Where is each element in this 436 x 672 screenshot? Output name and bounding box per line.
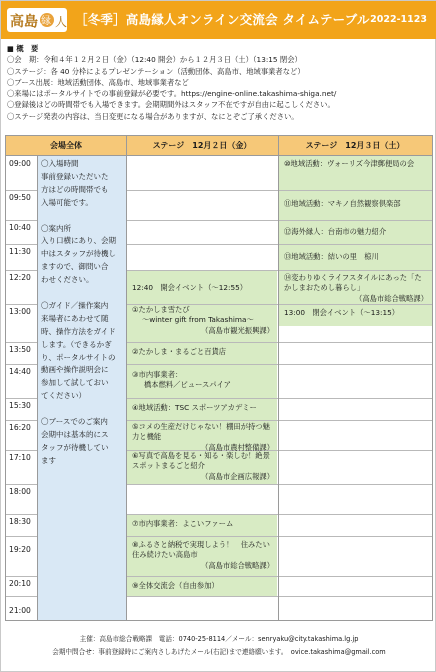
page-title: ［冬季］高島縁人オンライン交流会 タイムテーブル [75, 12, 370, 27]
time-label: 09:50 [9, 193, 31, 202]
venue-line [41, 210, 125, 223]
document-code: 2022-1123 [370, 14, 427, 25]
svg-text:縁: 縁 [41, 16, 51, 27]
svg-text:人: 人 [55, 15, 67, 29]
event-subtitle: 橋本燃料／ビュースパイア [144, 380, 231, 390]
time-label: 18:00 [9, 487, 31, 496]
day1-event-2 [132, 347, 274, 357]
event-organizer: （高島市総合戦略課） [355, 293, 428, 303]
logo-mark [7, 8, 67, 32]
time-label: 11:30 [9, 247, 31, 256]
day1-opening [132, 283, 274, 293]
event-organizer: （高島市観光振興課） [201, 325, 274, 335]
time-label: 16:20 [9, 423, 31, 432]
footer [1, 633, 436, 659]
day2-event-11 [284, 199, 428, 209]
overview-line: 〇ステージ：各 40 分枠によるプレゼンテーション（活動団体、高島市、地域事業者など） [7, 66, 305, 76]
venue-line: 〇入場時間 [41, 159, 79, 168]
overview-line: 〇会 期：令和４年１２月２日（金）（12:40 開会）から１２月３日（土）（13:15 閉会） [7, 55, 302, 65]
time-label: 14:40 [9, 367, 31, 376]
time-label: 17:10 [9, 453, 31, 462]
day1-event-7 [132, 519, 274, 529]
venue-line: 会期中は基本的にス [41, 429, 109, 439]
event-organizer: （高島市総合戦略課） [201, 560, 274, 570]
time-label: 19:20 [9, 545, 31, 554]
column-header-venue: 会場全体 [6, 136, 126, 156]
venue-line: ますので、御問い合 [41, 262, 109, 272]
venue-info [41, 158, 125, 468]
venue-line: 〇案内所 [41, 223, 71, 233]
time-label: 10:40 [9, 223, 31, 232]
day1-event-5 [132, 422, 274, 453]
event-title: 13:00 閉会イベント（～13:15） [284, 308, 400, 317]
venue-line [41, 287, 125, 300]
time-label: 13:00 [9, 307, 31, 316]
event-title: ⑦市内事業者：よこいファーム [132, 519, 234, 528]
overview-line: 〇来場にはポータルサイトでの事前登録が必要です。https://engine-online.takashima-shiga.net/ [7, 89, 337, 99]
venue-line [41, 403, 125, 416]
day2-closing [284, 308, 428, 318]
column-header-day1: ステージ 12月２日（金） [126, 136, 278, 156]
venue-line: てください） [41, 391, 86, 401]
venue-line: 入場可能です。 [41, 197, 93, 207]
event-title: ①たかしま雪たび [132, 305, 190, 314]
overview-line: 〇ブース出展：地域活動団体、高島市、地域事業者など [7, 77, 189, 87]
venue-line: 中はスタッフが待機し [41, 249, 116, 259]
event-title: ⑫海外縁人：台南市の魅力紹介 [284, 227, 387, 236]
overview-title: ■ 概 要 [7, 44, 39, 53]
venue-line: 来場者にあわせて随 [41, 313, 109, 323]
venue-line: 時、操作方法をガイド [41, 326, 116, 336]
event-title: ⑩地域活動：ヴォーリズ今津郵便局の会 [284, 159, 415, 168]
day2-event-12 [284, 227, 428, 237]
day1-event-6 [132, 451, 274, 482]
overview-line: 〇ステージ発表の内容は、当日変更になる場合がありますが、なにとぞご了承ください。 [7, 111, 299, 121]
header-bar [1, 1, 436, 39]
day1-event-9 [132, 581, 274, 591]
event-title: ⑭変わりゆくライフスタイルにあった「たかしまおためし暮らし」 [284, 273, 422, 293]
time-label: 21:00 [9, 606, 31, 615]
overview-line: 〇登録後はどの時間帯でも入場できます。会期期間外はスタッフ不在ですが自由に起こしください。 [7, 100, 335, 110]
venue-line: 動画や操作説明会に [41, 365, 109, 375]
event-title: ③市内事業者： [132, 370, 183, 379]
event-title: 12:40 開会イベント（～12:55） [132, 283, 248, 292]
event-title: ⑪地域活動：マキノ自然観察倶楽部 [284, 199, 401, 208]
event-title: ⑨全体交流会（自由参加） [132, 581, 219, 590]
day2-event-14 [284, 273, 428, 304]
svg-text:高島: 高島 [10, 14, 38, 30]
time-label: 12:20 [9, 273, 31, 282]
overview-section [7, 43, 433, 122]
event-title: ⑧ふるさと納税で実現しよう！ 住みたい住み続けたい高島市 [132, 540, 270, 560]
footer-organizer: 主催：高島市総合戦略課 電話：0740-25-8114／メール：senryaku@city.takashima.lg.jp [79, 635, 359, 643]
event-subtitle: ～winter gift from Takashima～ [142, 315, 254, 325]
venue-line: 参加して試しておい [41, 378, 109, 388]
time-label: 09:00 [9, 159, 31, 168]
schedule-table [5, 135, 433, 621]
event-title: ⑤コメの生産だけじゃない！棚田が持つ魅力と機能 [132, 422, 270, 442]
venue-line: 〇ガイド／操作案内 [41, 300, 109, 310]
venue-line: 方はどの時間帯でも [41, 184, 109, 194]
column-header-day2: ステージ 12月３日（土） [278, 136, 432, 156]
event-title: ⑬地域活動：結いの里 椋川 [284, 252, 379, 261]
event-title: ⑥写真で高島を見る・知る・楽しむ！絶景スポットまるごと紹介 [132, 451, 270, 471]
time-label: 15:30 [9, 401, 31, 410]
day1-event-3 [132, 370, 274, 391]
venue-line: り、ポータルサイトの [41, 352, 116, 362]
event-organizer: （高島市企画広報課） [201, 471, 274, 481]
day2-event-10 [284, 159, 428, 169]
venue-line: 事前登録いただいた [41, 171, 109, 181]
day1-event-4 [132, 403, 274, 413]
venue-line: タッフが待機してい [41, 442, 109, 452]
day1-event-8 [132, 540, 274, 571]
venue-line: 〇ブースでのご案内 [41, 417, 108, 427]
time-label: 20:10 [9, 579, 31, 588]
footer-contact: 会期中問合せ：事前登録時にご案内さしあげたメール(右記)まで連絡願います。 ovice.takashima@gmail.com [52, 648, 386, 656]
logo [7, 6, 69, 34]
day2-event-13 [284, 252, 428, 262]
event-title: ②たかしま・まるごと百貨店 [132, 347, 227, 356]
venue-line: 入り口横にあり、会期 [41, 236, 116, 246]
event-organizer: （高島市農村整備課） [201, 442, 274, 452]
event-title: ④地域活動：TSC スポーツアカデミー [132, 403, 257, 412]
venue-line: します。（できるかぎ [41, 339, 112, 349]
time-label: 18:30 [9, 517, 31, 526]
venue-line: わせください。 [41, 275, 94, 285]
time-label: 13:50 [9, 345, 31, 354]
venue-line: ます [41, 455, 56, 465]
day1-event-1 [132, 305, 274, 336]
